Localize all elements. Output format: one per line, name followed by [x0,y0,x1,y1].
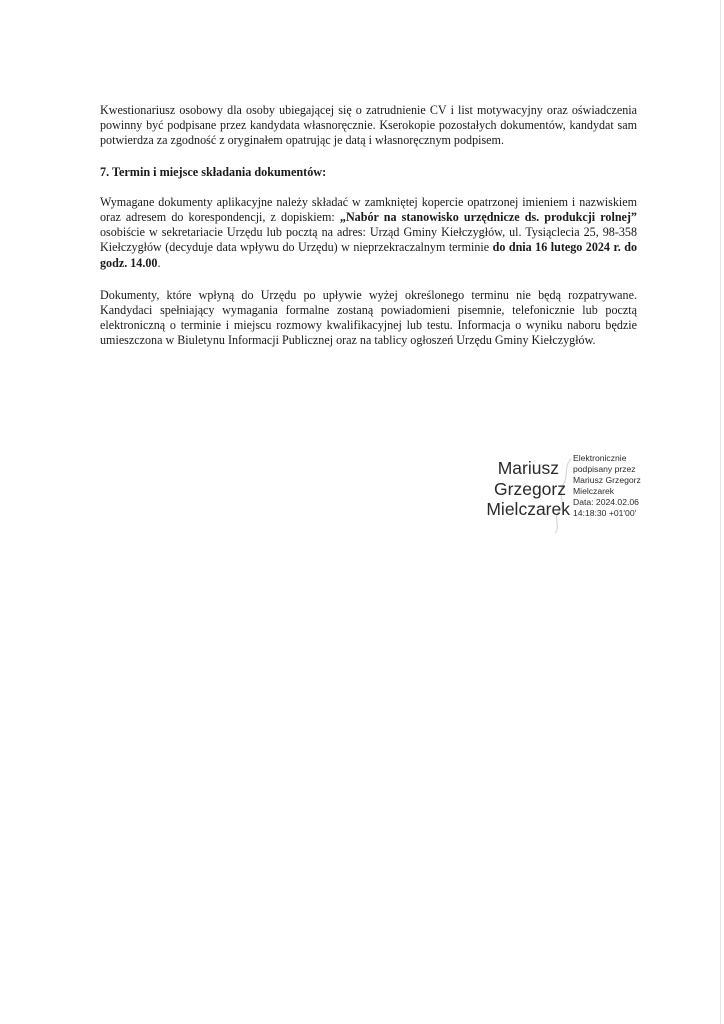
section-7-heading: 7. Termin i miejsce składania dokumentów: [100,164,327,179]
submission-deadline: do dnia 16 lutego 2024 r. do godz. 14.00 [100,240,637,270]
paragraph-application-documents: Kwestionariusz osobowy dla osoby ubiegającej się o zatrudnienie CV i list motywacyjny oraz oświadczenia powinny być podpisane przez kandydata własnoręcznie. Kserokopie pozostałych dokumentów, kandydat sam potwierdza za zgodność z oryginałem opatrując je datą i własnoręcznym podpisem. [100,103,637,148]
signature-date: Data: 2024.02.06 [573,496,639,507]
signer-middle-name: Grzegorz [494,478,566,499]
signature-detail-line: Mariusz Grzegorz [573,474,641,485]
submission-text-3: . [157,255,161,270]
electronic-signature [485,453,655,533]
page-edge-line [720,0,721,1024]
signature-detail-line: Elektronicznie [573,453,627,463]
paragraph-late-documents: Dokumenty, które wpłyną do Urzędu po upływie wyżej określonego terminu nie będą rozpatrywane. Kandydaci spełniający wymagania formalne zostaną powiadomieni pisemnie, telefonicznie lub pocztą elektroniczną o terminie i miejscu rozmowy kwalifikacyjnej lub testu. Informacja o wyniku naboru będzie umieszczona w Biuletynu Informacji Publicznej oraz na tablicy ogłoszeń Urzędu Gminy Kiełczygłów. [100,287,637,348]
signer-first-name: Mariusz [497,458,559,478]
signature-details [573,453,663,518]
signature-detail-line: Mielczarek [573,485,615,496]
document-body [100,103,637,349]
paragraph-submission-terms [100,195,637,271]
submission-annotation: „Nabór na stanowisko urzędnicze ds. produkcji rolnej” [339,210,637,225]
signature-time: 14:18:30 +01'00' [573,507,637,518]
signature-detail-line: podpisany przez [573,463,636,474]
submission-text-2: osobiście w sekretariacie Urzędu lub pocztą na adres: Urząd Gminy Kiełczygłów, ul. Tysiąclecia 25, 98-358 Kiełczygłów (decyduje data wpływu do Urzędu) w nieprzekraczalnym terminie [100,225,637,255]
signer-last-name: Mielczarek [486,499,570,519]
submission-text-1: Wymagane dokumenty aplikacyjne należy składać w zamkniętej kopercie opatrzonej imieniem i nazwiskiem oraz adresem do korespondencji, z dopiskiem: [100,194,637,225]
signer-name [485,458,570,520]
